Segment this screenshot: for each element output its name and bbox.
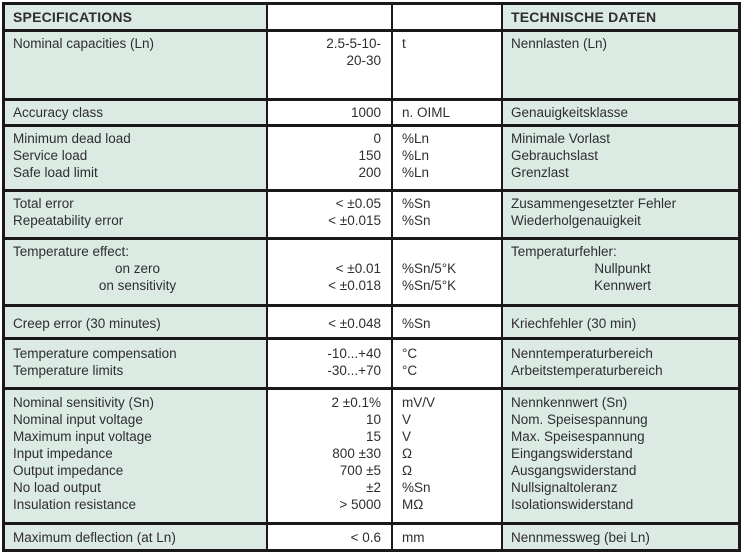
spec-unit: %Ln [402,131,430,146]
spec-unit-cell [391,5,501,29]
spec-value: -30...+70 [327,363,381,378]
spec-label-de-cell [501,127,738,189]
spec-value: 10 [365,412,381,427]
spec-unit: °C [402,346,418,361]
spec-value-cell [266,5,391,29]
spec-value: < ±0.018 [328,278,381,293]
spec-label-en: Total error [13,196,74,211]
spec-label-en: Maximum deflection (at Ln) [13,530,176,545]
group-electrical [5,387,738,522]
spec-label-en: on zero [114,261,161,276]
spec-label-en [13,52,262,69]
spec-unit [402,9,501,26]
spec-label-en: Insulation resistance [13,497,137,512]
spec-value: 20-30 [346,53,381,68]
spec-label-en: Accuracy class [13,105,104,120]
spec-label-de: Nullpunkt [594,261,651,276]
spec-unit: %Sn [402,480,431,495]
spec-unit: V [402,412,412,427]
spec-unit: %Sn/5°K [402,278,457,293]
group-deflection [5,522,738,549]
spec-label-de: Zusammengesetzter Fehler [511,196,677,211]
spec-value-cell [266,101,391,124]
spec-value [268,9,381,26]
spec-value: 200 [358,165,381,180]
spec-value: 2.5-5-10- [326,36,381,51]
spec-label-en: Temperature effect: [13,244,130,259]
spec-unit-cell [391,192,501,237]
spec-label-en-cell [5,5,266,29]
spec-unit: MΩ [402,497,424,512]
spec-label-en-cell [5,127,266,189]
spec-label-de: Nenntemperaturbereich [511,346,653,361]
spec-unit: Ω [402,446,413,461]
spec-value-cell [266,240,391,304]
spec-label-de-cell [501,192,738,237]
spec-unit: %Sn/5°K [402,261,457,276]
spec-value: > 5000 [339,497,381,512]
spec-unit: %Sn [402,316,431,331]
spec-label-de: Kennwert [593,278,652,293]
spec-label-en: Maximum input voltage [13,429,152,444]
spec-value-cell [266,32,391,98]
spec-unit-cell [391,340,501,387]
spec-label-en: Service load [13,148,88,163]
spec-unit: V [402,429,412,444]
spec-unit-cell [391,101,501,124]
spec-unit: mm [402,530,425,545]
spec-label-en: Creep error (30 minutes) [13,316,161,331]
spec-label-de: Eingangswiderstand [511,446,633,461]
spec-unit [402,243,501,260]
spec-value: 2 ±0.1% [331,395,381,410]
spec-label-en: on sensitivity [98,278,177,293]
spec-label-de: TECHNISCHE DATEN [511,9,657,25]
spec-value: < 0.6 [350,530,381,545]
spec-unit-cell [391,525,501,549]
spec-label-en-cell [5,340,266,387]
specifications-table [2,2,741,552]
spec-value: < ±0.05 [335,196,381,211]
spec-label-de [511,52,734,69]
spec-value-cell [266,127,391,189]
spec-label-en: Temperature compensation [13,346,177,361]
spec-value [268,243,381,260]
spec-value: < ±0.01 [335,261,381,276]
spec-label-de: Isolationswiderstand [511,497,634,512]
spec-label-de: Genauigkeitsklasse [511,105,629,120]
spec-value-cell [266,307,391,337]
group-nominal-capacities [5,29,738,98]
group-accuracy-class [5,98,738,124]
spec-label-de: Ausgangswiderstand [511,463,637,478]
spec-value-cell [266,192,391,237]
spec-label-de: Gebrauchslast [511,148,599,163]
spec-label-en-cell [5,525,266,549]
spec-unit: %Ln [402,148,430,163]
spec-value: 0 [373,131,381,146]
spec-value-cell [266,525,391,549]
spec-label-de-cell [501,240,738,304]
spec-value: 800 ±30 [332,446,381,461]
spec-label-de: Nom. Speisespannung [511,412,648,427]
spec-label-en: Safe load limit [13,165,98,180]
spec-label-de-cell [501,340,738,387]
spec-unit: n. OIML [402,105,451,120]
spec-unit: mV/V [402,395,436,410]
group-header [5,5,738,29]
group-load-limits [5,124,738,189]
spec-label-en: Nominal sensitivity (Sn) [13,395,155,410]
spec-value: -10...+40 [327,346,381,361]
spec-value: 15 [365,429,381,444]
spec-label-en: Minimum dead load [13,131,131,146]
spec-label-en-cell [5,240,266,304]
spec-unit: %Sn [402,213,431,228]
spec-value: 150 [358,148,381,163]
spec-unit-cell [391,127,501,189]
spec-label-de: Wiederholgenauigkeit [511,213,641,228]
spec-unit-cell [391,307,501,337]
spec-label-de-cell [501,525,738,549]
spec-unit: Ω [402,463,413,478]
group-creep-error [5,304,738,337]
spec-label-de-cell [501,390,738,522]
spec-label-en-cell [5,307,266,337]
group-temperature-effect [5,237,738,304]
spec-label-en: Nominal input voltage [13,412,143,427]
spec-label-de: Nennmessweg (bei Ln) [511,530,650,545]
spec-value: ±2 [366,480,381,495]
spec-label-de: Max. Speisespannung [511,429,645,444]
spec-label-en-cell [5,101,266,124]
spec-label-en-cell [5,32,266,98]
spec-label-de: Minimale Vorlast [511,131,611,146]
spec-label-en: Repeatability error [13,213,124,228]
spec-unit: t [402,36,406,51]
spec-label-en: SPECIFICATIONS [13,9,133,25]
spec-value: 700 ±5 [339,463,381,478]
group-errors [5,189,738,237]
spec-label-de: Nennlasten (Ln) [511,36,608,51]
spec-unit-cell [391,390,501,522]
spec-value-cell [266,340,391,387]
spec-unit [402,52,501,69]
spec-unit: °C [402,363,418,378]
spec-label-de: Nullsignaltoleranz [511,480,618,495]
spec-label-en: No load output [13,480,101,495]
spec-unit-cell [391,32,501,98]
spec-label-de-cell [501,101,738,124]
spec-value: < ±0.015 [328,213,381,228]
spec-unit: %Ln [402,165,430,180]
spec-label-en: Input impedance [13,446,113,461]
spec-label-de: Temperaturfehler: [511,244,617,259]
spec-label-de-cell [501,5,738,29]
spec-label-de-cell [501,32,738,98]
spec-label-en: Temperature limits [13,363,124,378]
spec-value: 1000 [350,105,381,120]
spec-value: < ±0.048 [328,316,381,331]
spec-label-en: Output impedance [13,463,124,478]
spec-label-de-cell [501,307,738,337]
spec-unit-cell [391,240,501,304]
spec-unit: %Sn [402,196,431,211]
group-temperature-range [5,337,738,387]
spec-label-en: Nominal capacities (Ln) [13,36,155,51]
spec-label-de: Grenzlast [511,165,569,180]
spec-label-de: Nennkennwert (Sn) [511,395,628,410]
spec-label-en-cell [5,390,266,522]
spec-label-de: Kriechfehler (30 min) [511,316,637,331]
spec-value-cell [266,390,391,522]
spec-label-de: Arbeitstemperaturbereich [511,363,663,378]
spec-label-en-cell [5,192,266,237]
